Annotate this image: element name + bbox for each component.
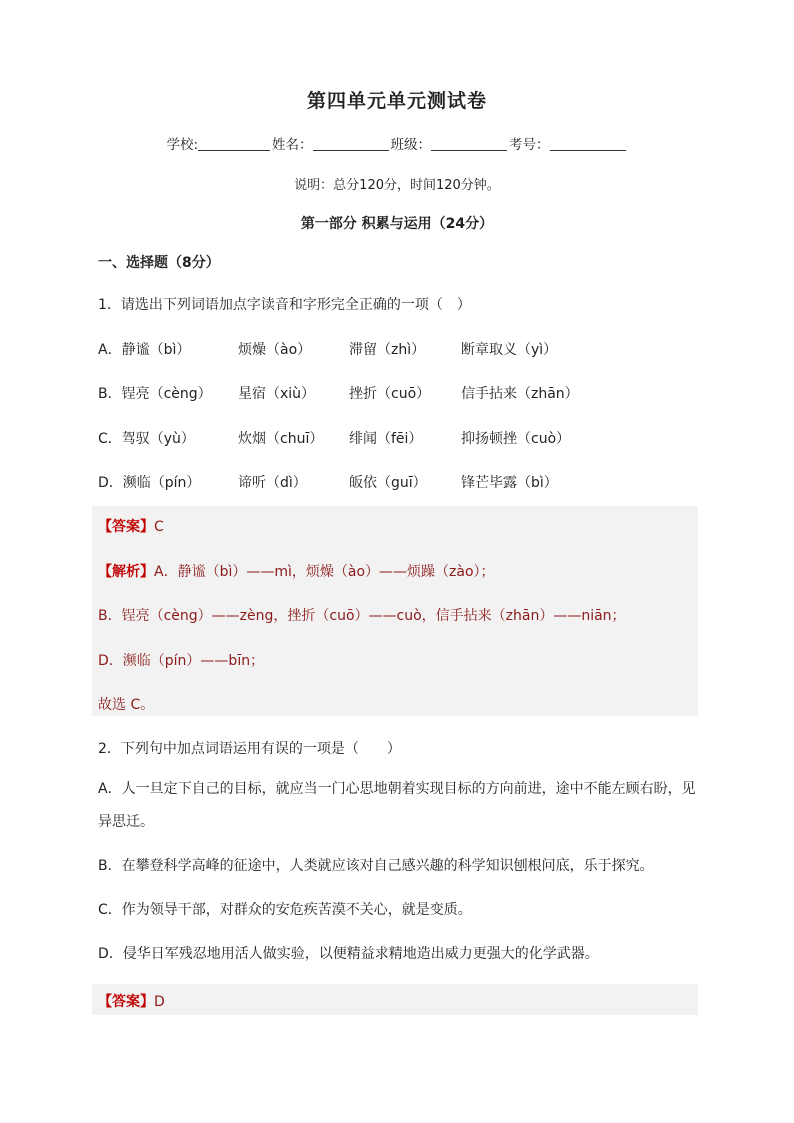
question-1-analysis-b: B．锃亮（cèng）——zèng，挫折（cuō）——cuò，信手拈来（zhān）——niān； — [98, 608, 626, 624]
student-info-row — [0, 133, 794, 153]
question-2-option-a: A．人一旦定下自己的目标，就应当一门心思地朝着实现目标的方向前进，途中不能左顾右盼，见异思迁。 — [98, 781, 696, 830]
name-blank[interactable] — [313, 137, 389, 151]
question-2-option-b: B．在攀登科学高峰的征途中，人类就应该对自己感兴趣的科学知识刨根问底，乐于探究。 — [98, 858, 654, 874]
option-d-word-3: 皈依（guī） — [349, 475, 427, 491]
option-a-word-2: 烦燥（ào） — [238, 342, 312, 358]
answer-value: D — [154, 994, 165, 1010]
class-label: 班级： — [390, 137, 432, 153]
answer-tag: 【答案】 — [98, 519, 154, 535]
analysis-tag: 【解析】 — [98, 564, 154, 580]
class-blank[interactable] — [431, 137, 507, 151]
question-2-answer — [98, 991, 165, 1011]
option-c-word-4: 抑扬顿挫（cuò） — [461, 431, 571, 447]
exam-note: 说明：总分120分，时间120分钟。 — [294, 178, 500, 193]
school-label: 学校: — [166, 137, 199, 153]
option-d-word-4: 锋芒毕露（bì） — [461, 475, 558, 491]
question-2-option-c: C．作为领导干部，对群众的安危疾苦漠不关心，就是变质。 — [98, 902, 472, 918]
option-b-word-1: B．锃亮（cèng） — [98, 386, 212, 402]
answer-value: C — [154, 519, 164, 535]
exam-no-blank[interactable] — [550, 137, 626, 151]
question-1-conclusion: 故选 C。 — [98, 697, 155, 713]
option-c-word-2: 炊烟（chuī） — [238, 431, 324, 447]
option-d-word-1: D．濒临（pín） — [98, 475, 201, 491]
name-label: 姓名： — [272, 137, 313, 153]
option-a-word-1: A．静谧（bì） — [98, 342, 191, 358]
option-c-word-3: 绯闻（fēi） — [349, 431, 423, 447]
question-2-option-d: D．侵华日军残忍地用活人做实验，以便精益求精地造出威力更强大的化学武器。 — [98, 946, 599, 962]
question-2-answer-box — [92, 984, 698, 1015]
question-1-stem: 1．请选出下列词语加点字读音和字形完全正确的一项（ ） — [98, 297, 471, 313]
exam-no-label: 考号： — [509, 137, 550, 153]
part-heading: 第一部分 积累与运用（24分） — [300, 216, 494, 232]
option-a-word-3: 滞留（zhì） — [349, 342, 426, 358]
question-2-stem: 2．下列句中加点词语运用有误的一项是（ ） — [98, 741, 401, 757]
answer-tag: 【答案】 — [98, 994, 154, 1010]
question-1-answer — [98, 516, 164, 536]
option-c-word-1: C．驾驭（yù） — [98, 431, 195, 447]
question-1-analysis-d: D．濒临（pín）——bīn； — [98, 653, 265, 669]
option-b-word-3: 挫折（cuō） — [349, 386, 431, 402]
page-title: 第四单元单元测试卷 — [306, 90, 487, 112]
school-blank[interactable] — [198, 137, 270, 151]
section-heading: 一、选择题（8分） — [98, 255, 220, 271]
question-1-analysis-a — [98, 561, 495, 581]
option-b-word-2: 星宿（xiù） — [238, 386, 316, 402]
option-d-word-2: 谛听（dì） — [238, 475, 307, 491]
option-b-word-4: 信手拈来（zhān） — [461, 386, 579, 402]
option-a-word-4: 断章取义（yì） — [461, 342, 558, 358]
analysis-line: A．静谧（bì）——mì，烦燥（ào）——烦躁（zào）； — [154, 564, 495, 580]
